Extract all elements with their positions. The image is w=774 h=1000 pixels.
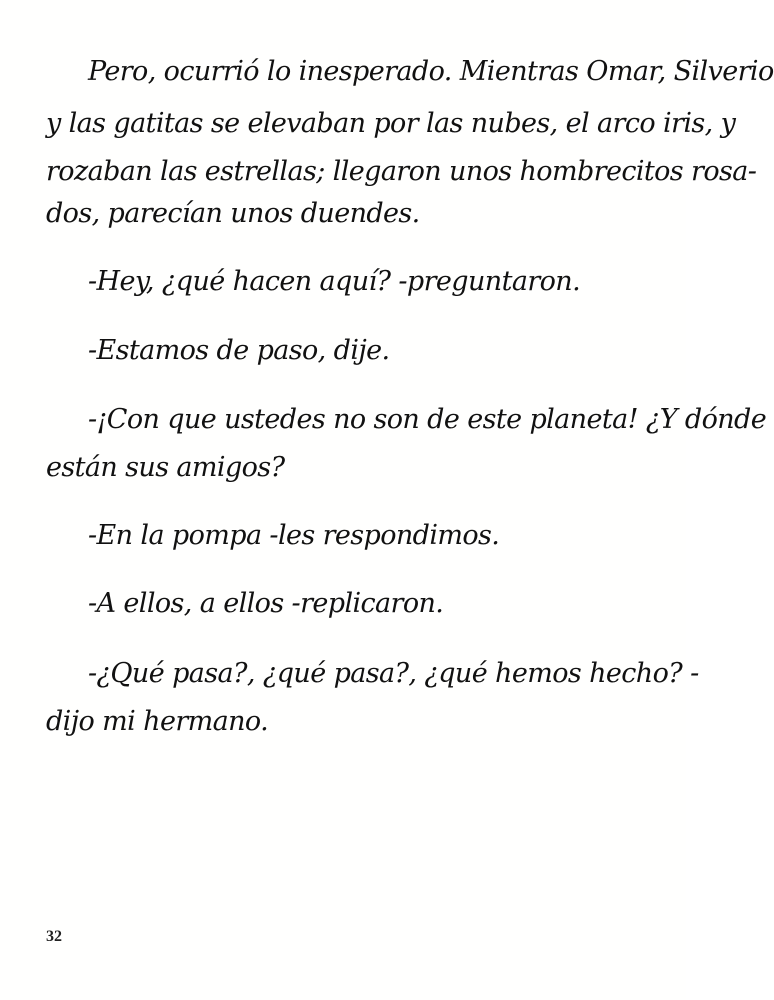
text-line-12: dijo mi hermano. — [46, 706, 269, 737]
text-line-10: -A ellos, a ellos -replicaron. — [88, 588, 444, 619]
text-line-3: rozaban las estrellas; llegaron unos hombrecitos rosa- — [46, 156, 757, 187]
page-number: 32 — [46, 928, 62, 945]
text-line-8: están sus amigos? — [46, 452, 285, 483]
text-line-9: -En la pompa -les respondimos. — [88, 520, 500, 551]
text-line-6: -Estamos de paso, dije. — [88, 335, 390, 366]
text-line-5: -Hey, ¿qué hacen aquí? -preguntaron. — [88, 266, 581, 297]
text-line-4: dos, parecían unos duendes. — [46, 198, 420, 229]
text-line-11: -¿Qué pasa?, ¿qué pasa?, ¿qué hemos hecho? - — [88, 658, 699, 689]
text-line-1: Pero, ocurrió lo inesperado. Mientras Omar, Silverio — [88, 56, 774, 87]
text-line-7: -¡Con que ustedes no son de este planeta! ¿Y dónde — [88, 404, 767, 435]
text-line-2: y las gatitas se elevaban por las nubes, el arco iris, y — [46, 108, 736, 139]
